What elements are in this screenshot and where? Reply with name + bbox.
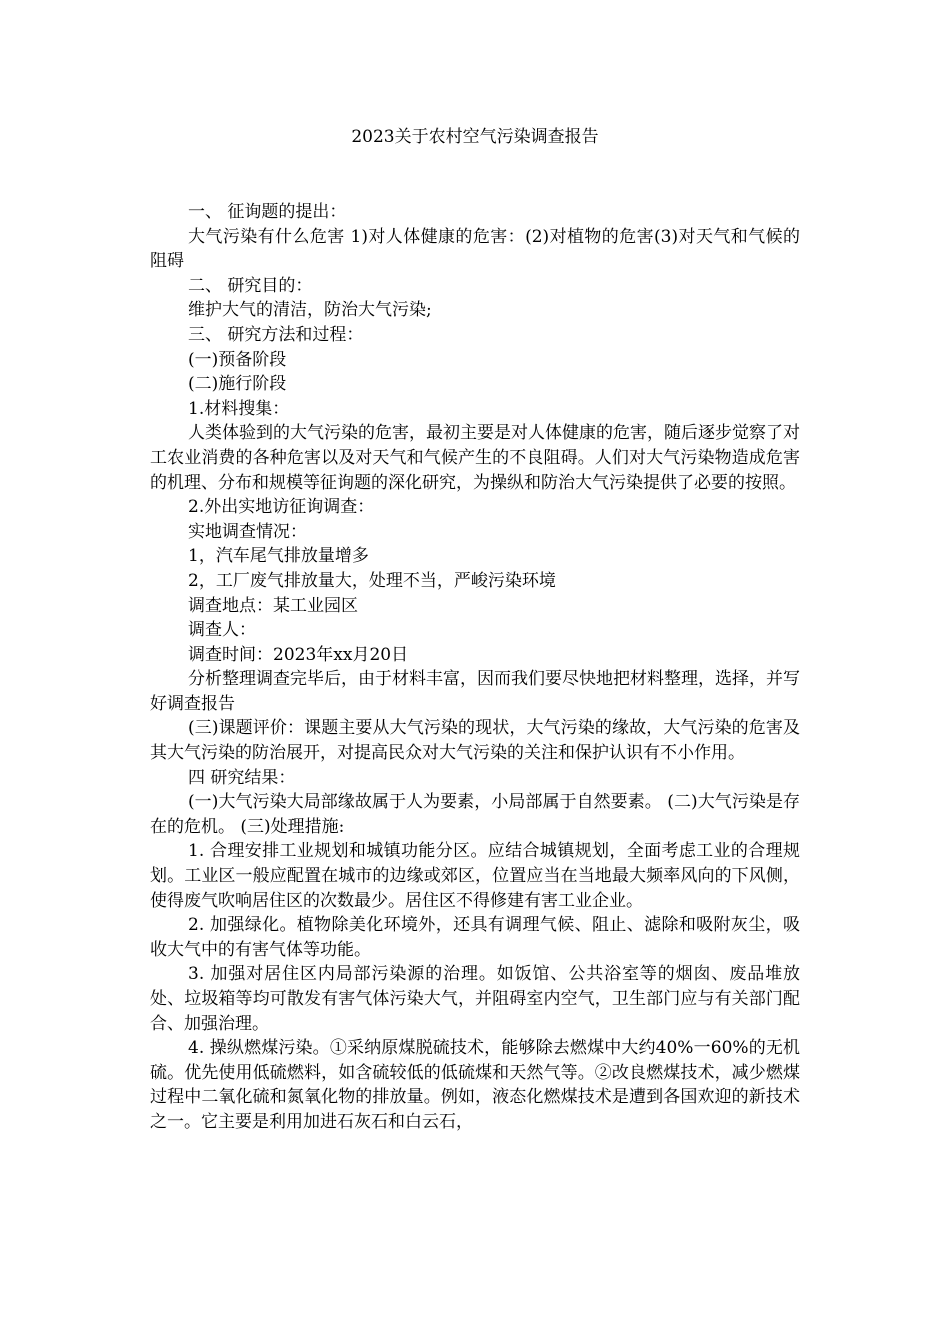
document-body [150,200,800,1135]
section-heading: 二、 研究目的： [188,275,313,296]
paragraph: 2. 加强绿化。植物除美化环境外，还具有调理气候、阻止、滤除和吸附灰尘，吸收大气中的有害气体等功能。 [150,915,800,960]
paragraph: 1. 合理安排工业规划和城镇功能分区。应结合城镇规划，全面考虑工业的合理规划。工业区一般应配置在城市的边缘或郊区，位置应当在当地最大频率风向的下风侧，使得废气吹响居住区的次数最少。居住区不得修建有害工业企业。 [150,841,800,911]
paragraph: 2.外出实地访征询调查： [188,497,375,518]
paragraph: 1.材料搜集： [188,398,290,419]
document-title: 2023关于农村空气污染调查报告 [351,127,599,147]
paragraph: (一)预备阶段 [188,349,287,370]
paragraph: (三)课题评价：课题主要从大气污染的现状，大气污染的缘故，大气污染的危害及其大气污染的防治展开，对提高民众对大气污染的关注和保护认识有不小作用。 [150,718,800,764]
section-heading: 三、 研究方法和过程： [188,324,364,345]
paragraph: 分析整理调查完毕后，由于材料丰富，因而我们要尽快地把材料整理，选择，并写好调查报告 [150,669,800,714]
paragraph: 调查地点：某工业园区 [188,595,358,616]
paragraph: 大气污染有什么危害 1)对人体健康的危害：(2)对植物的危害(3)对天气和气候的阻碍 [150,226,800,272]
paragraph: 1，汽车尾气排放量增多 [188,546,369,567]
paragraph: 调查人： [188,620,256,641]
section-heading: 四 研究结果： [188,767,296,788]
paragraph: 调查时间：2023年xx月20日 [188,644,409,665]
paragraph: 4. 操纵燃煤污染。①采纳原煤脱硫技术，能够除去燃煤中大约40%一60%的无机硫。优先使用低硫燃料，如含硫较低的低硫煤和天然气等。②改良燃煤技术，减少燃煤过程中二氧化硫和氮氧化物的排放量。例如，液态化燃煤技术是遭到各国欢迎的新技术之一。它主要是利用加进石灰石和白云石， [150,1038,800,1132]
paragraph: 维护大气的清洁，防治大气污染; [188,300,432,321]
paragraph: 实地调查情况： [188,521,307,542]
paragraph: 人类体验到的大气污染的危害，最初主要是对人体健康的危害，随后逐步觉察了对工农业消费的各种危害以及对天气和气候产生的不良阻碍。人们对大气污染物造成危害的机理、分布和规模等征询题的深化研究，为操纵和防治大气污染提供了必要的按照。 [150,423,800,493]
paragraph: 2，工厂废气排放量大，处理不当，严峻污染环境 [188,570,556,591]
paragraph: (二)施行阶段 [188,374,287,395]
section-heading: 一、 征询题的提出： [188,202,347,222]
paragraph: 3. 加强对居住区内局部污染源的治理。如饭馆、公共浴室等的烟囱、废品堆放处、垃圾箱等均可散发有害气体污染大气，并阻碍室内空气，卫生部门应与有关部门配合、加强治理。 [150,964,800,1034]
paragraph: (一)大气污染大局部缘故属于人为要素，小局部属于自然要素。 (二)大气污染是存在的危机。 (三)处理措施: [150,792,800,837]
